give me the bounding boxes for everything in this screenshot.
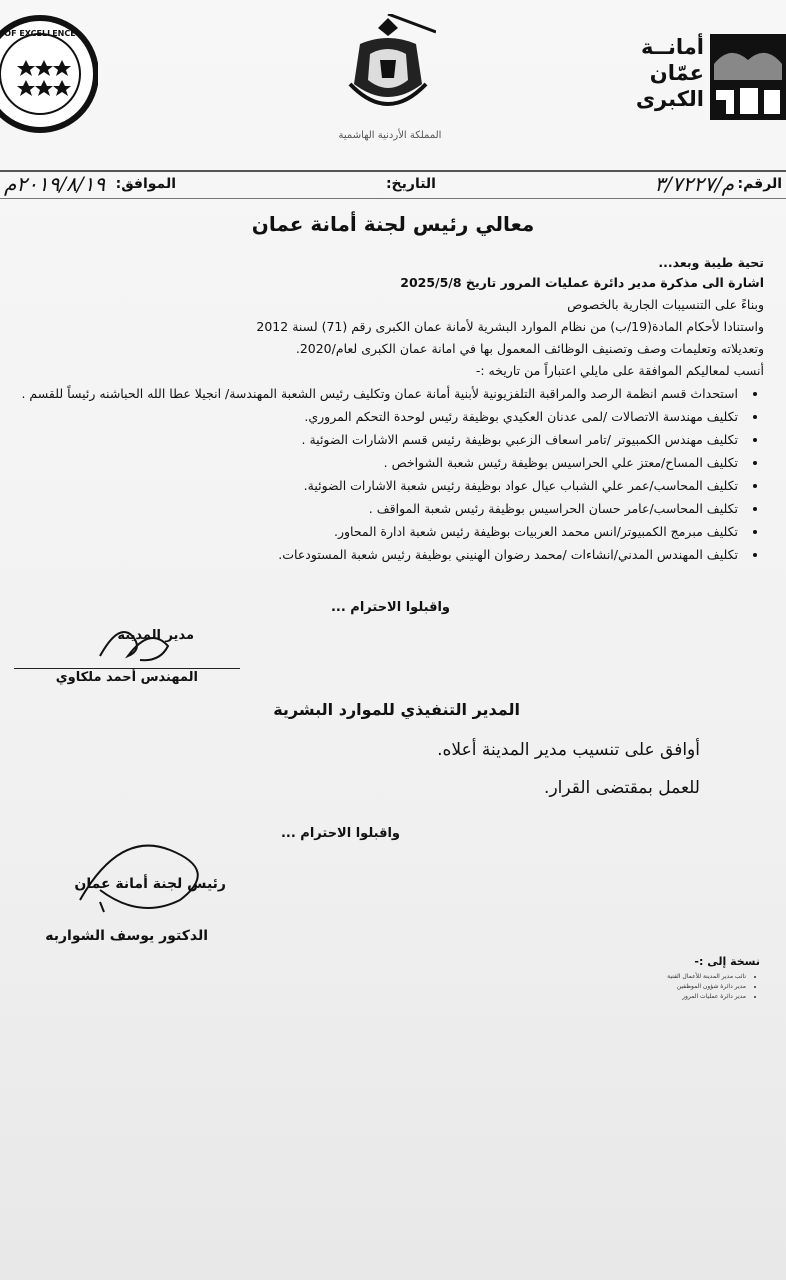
list-item: • نائب مدير المدينة للأعمال الفنية (590, 972, 746, 982)
hijri-label: الموافق: (115, 176, 176, 192)
divider (0, 198, 786, 199)
hr-director-title: المدير التنفيذي للموارد البشرية (273, 700, 520, 719)
date-label: التاريخ: (385, 176, 436, 192)
approval-line-2: للعمل بمقتضى القرار. (544, 778, 700, 798)
legal-basis-line-2: وتعديلاته وتعليمات وصف وتصنيف الوظائف المعمول بها في امانة عمان الكبرى لعام/2020. (295, 341, 764, 356)
royal-crest-icon (340, 14, 436, 124)
approval-line-1: أوافق على تنسيب مدير المدينة أعلاه. (437, 740, 700, 760)
greeting: تحية طيبة وبعد... (658, 255, 764, 270)
addressee-title: معالي رئيس لجنة أمانة عمان (251, 212, 535, 236)
list-item: • استحداث قسم انظمة الرصد والمراقبة التلفزيونية لأبنية أمانة عمان وتكليف رئيس الشعبة المهندسة/ انجيلا عطا الله الحباشنه رئيساً للقسم . (0, 382, 742, 405)
recommendation-line: أنسب لمعاليكم الموافقة على مايلي اعتباراً من تاريخه :- (475, 363, 764, 378)
number-value: م/٣/٧٢٢٧ (654, 172, 734, 196)
based-on-line: وبناءً على التنسيبات الجارية بالخصوص (567, 297, 764, 312)
reference-row (0, 170, 786, 200)
signature-2-icon (60, 830, 240, 920)
assignment-list (0, 382, 764, 566)
list-item: • تكليف مهندسة الاتصالات /لمى عدنان العكيدي بوظيفة رئيس لوحدة التحكم المروري. (0, 405, 742, 428)
hijri-value: ٢٠١٩/٨/١٩م (4, 172, 106, 196)
signer2-name: الدكتور يوسف الشواربه (45, 928, 208, 944)
memo-reference: اشارة الى مذكرة مدير دائرة عمليات المرور تاريخ 2025/5/8 (400, 275, 764, 290)
list-item: • تكليف المساح/معتز علي الحراسيس بوظيفة رئيس شعبة الشواخص . (0, 451, 742, 474)
signature-1-icon (90, 616, 180, 676)
copies-block (590, 955, 760, 1002)
amman-city-logo-icon (710, 34, 786, 120)
copies-label: نسخة إلى :- (694, 955, 760, 968)
legal-basis-line-1: واستنادا لأحكام المادة(19/ب) من نظام الموارد البشرية لأمانة عمان الكبرى رقم (71) لسنة 2012 (256, 319, 764, 334)
copies-list (590, 972, 760, 1002)
signature-line (14, 668, 240, 669)
list-item: • تكليف المهندس المدني/انشاءات /محمد رضوان الهنيني بوظيفة رئيس شعبة المستودعات. (0, 543, 742, 566)
amman-logo (636, 30, 786, 130)
logo-text: أمانــة عمّان الكبرى (635, 35, 704, 111)
list-item: • مدير دائرة عمليات المرور (590, 992, 746, 1002)
closing-respect-1: واقبلوا الاحترام ... (330, 600, 450, 615)
excellence-seal-icon (0, 8, 98, 134)
signer2-title: رئيس لجنة أمانة عمان (74, 876, 226, 892)
list-item: • تكليف مبرمج الكمبيوتر/انس محمد العربيات بوظيفة رئيس شعبة ادارة المحاور. (0, 520, 742, 543)
closing-respect-2: واقبلوا الاحترام ... (280, 826, 400, 841)
number-label: الرقم: (737, 176, 782, 192)
list-item: • مدير دائرة شؤون الموظفين (590, 982, 746, 992)
svg-text:OF EXCELLENCE: OF EXCELLENCE (4, 29, 76, 38)
list-item: • تكليف المحاسب/عمر علي الشباب عيال عواد بوظيفة رئيس شعبة الاشارات الضوئية. (0, 474, 742, 497)
list-item: • تكليف المحاسب/عامر حسان الحراسيس بوظيفة رئيس شعبة المواقف . (0, 497, 742, 520)
signer1-name: المهندس أحمد ملكاوي (55, 670, 198, 685)
list-item: • تكليف مهندس الكمبيوتر /تامر اسعاف الزعبي بوظيفة رئيس قسم الاشارات الضوئية . (0, 428, 742, 451)
signer1-title: مدير المدينة (117, 628, 194, 643)
crest-caption: المملكة الأردنية الهاشمية (338, 130, 442, 141)
